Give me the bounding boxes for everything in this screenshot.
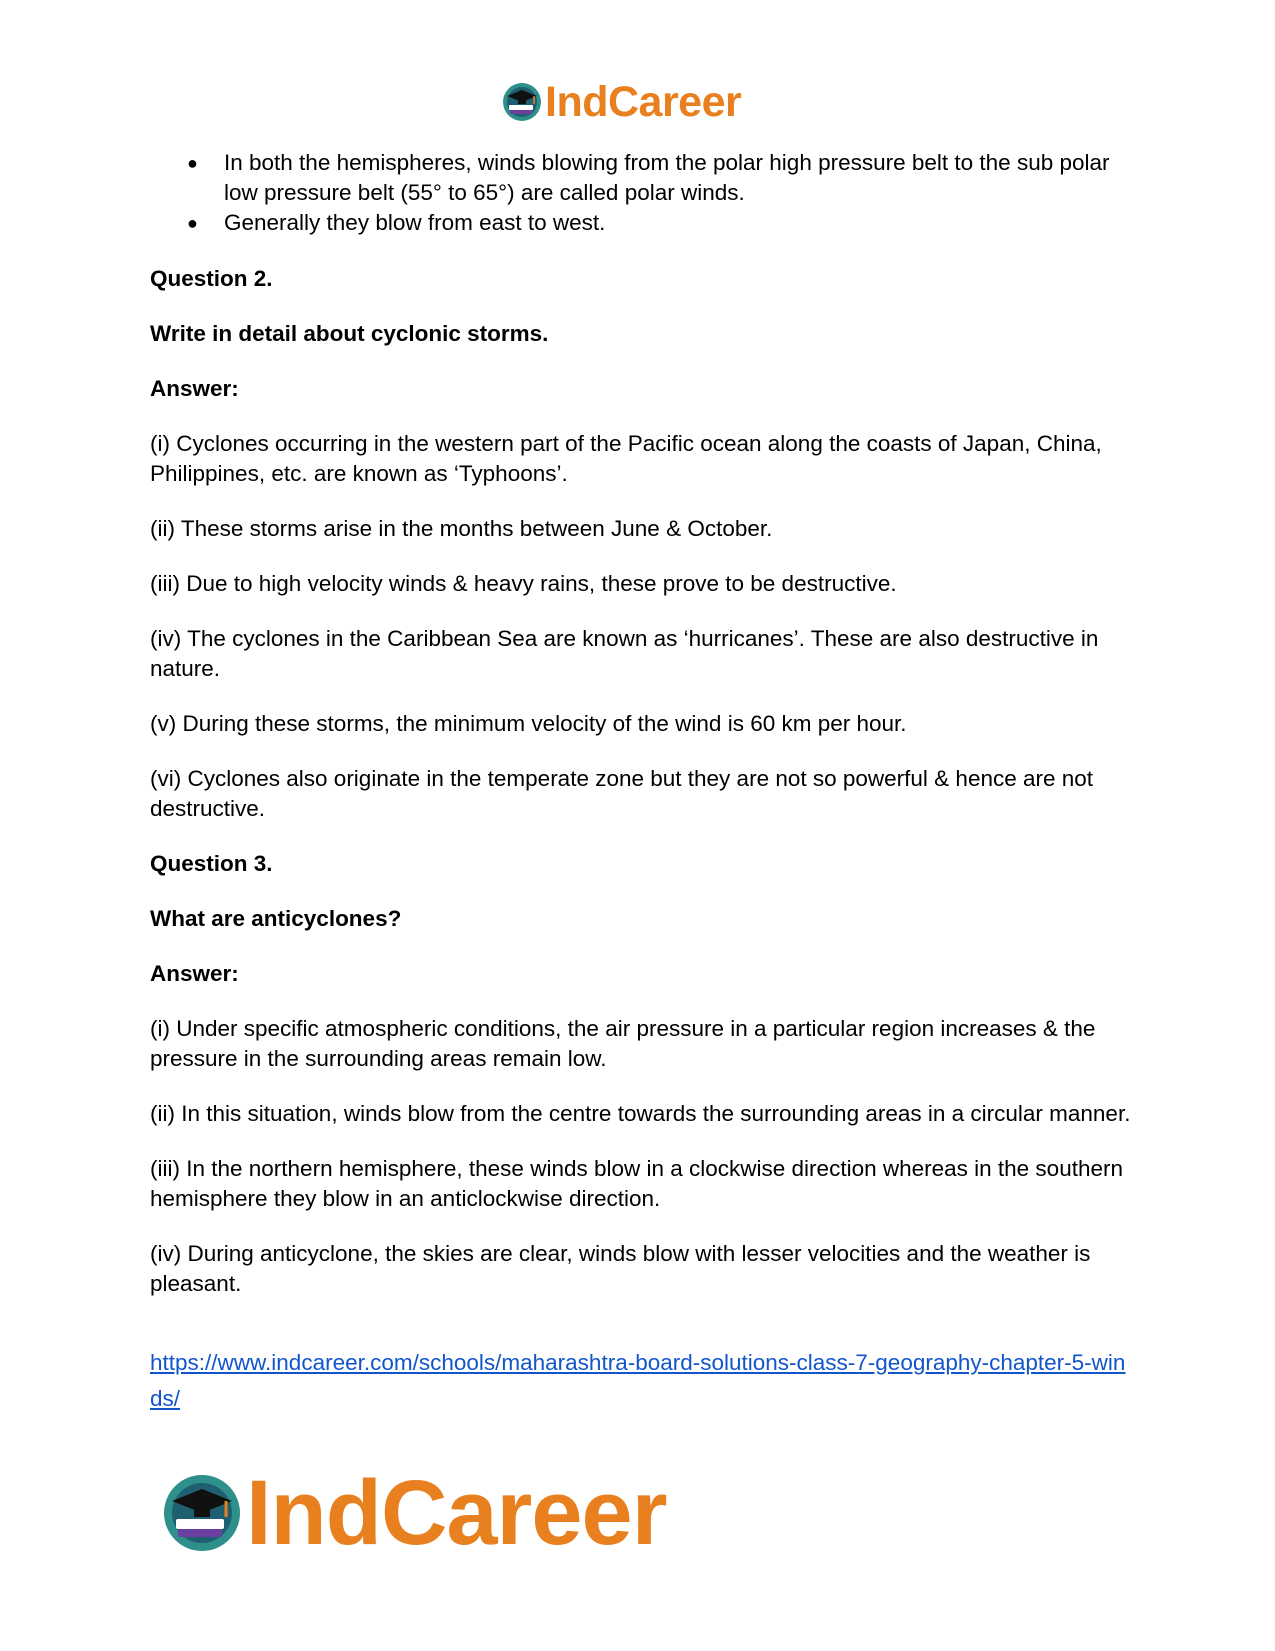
answer-label: Answer:: [150, 376, 239, 401]
answer-point: (i) Under specific atmospheric conditions, the air pressure in a particular region increases & the pressure in the surrounding areas remain low.: [150, 1016, 1096, 1071]
question-text: Write in detail about cyclonic storms.: [150, 321, 549, 346]
answer-point: (vi) Cyclones also originate in the temperate zone but they are not so powerful & hence are not destructive.: [150, 766, 1094, 821]
answer-point: (v) During these storms, the minimum velocity of the wind is 60 km per hour.: [150, 711, 907, 736]
brand-name: IndCareer: [545, 77, 742, 126]
list-item: ● Generally they blow from east to west.: [150, 208, 1135, 238]
answer-label: Answer:: [150, 961, 239, 986]
answer-point: (iv) The cyclones in the Caribbean Sea are known as ‘hurricanes’. These are also destructive in nature.: [150, 626, 1099, 681]
footer-logo: [160, 1461, 667, 1564]
source-link[interactable]: [150, 1345, 1135, 1417]
bullet-list: [150, 148, 1135, 238]
answer-point: (ii) These storms arise in the months between June & October.: [150, 516, 773, 541]
header-logo: [501, 78, 741, 126]
answer-point: (ii) In this situation, winds blow from the centre towards the surrounding areas in a circular manner.: [150, 1101, 1131, 1126]
question-text: What are anticyclones?: [150, 906, 402, 931]
document-body: [150, 148, 1135, 1417]
question-label: Question 2.: [150, 266, 273, 291]
bullet-icon: ●: [187, 153, 198, 173]
graduation-cap-books-icon: [160, 1471, 244, 1555]
source-link-text[interactable]: https://www.indcareer.com/schools/maharashtra-board-solutions-class-7-geography-chapter-5-winds/: [150, 1350, 1126, 1411]
answer-point: (iii) In the northern hemisphere, these winds blow in a clockwise direction whereas in the southern hemisphere they blow in an anticlockwise direction.: [150, 1156, 1123, 1211]
brand-name: IndCareer: [246, 1461, 667, 1564]
answer-point: (i) Cyclones occurring in the western part of the Pacific ocean along the coasts of Japan, China, Philippines, etc. are known as ‘Typhoons’.: [150, 431, 1102, 486]
graduation-cap-books-icon: [501, 81, 543, 123]
answer-point: (iii) Due to high velocity winds & heavy rains, these prove to be destructive.: [150, 571, 897, 596]
bullet-icon: ●: [187, 213, 198, 233]
list-item: ● In both the hemispheres, winds blowing from the polar high pressure belt to the sub polar low pressure belt (55° to 65°) are called polar winds.: [187, 150, 1110, 205]
question-label: Question 3.: [150, 851, 273, 876]
answer-point: (iv) During anticyclone, the skies are clear, winds blow with lesser velocities and the weather is pleasant.: [150, 1241, 1091, 1296]
